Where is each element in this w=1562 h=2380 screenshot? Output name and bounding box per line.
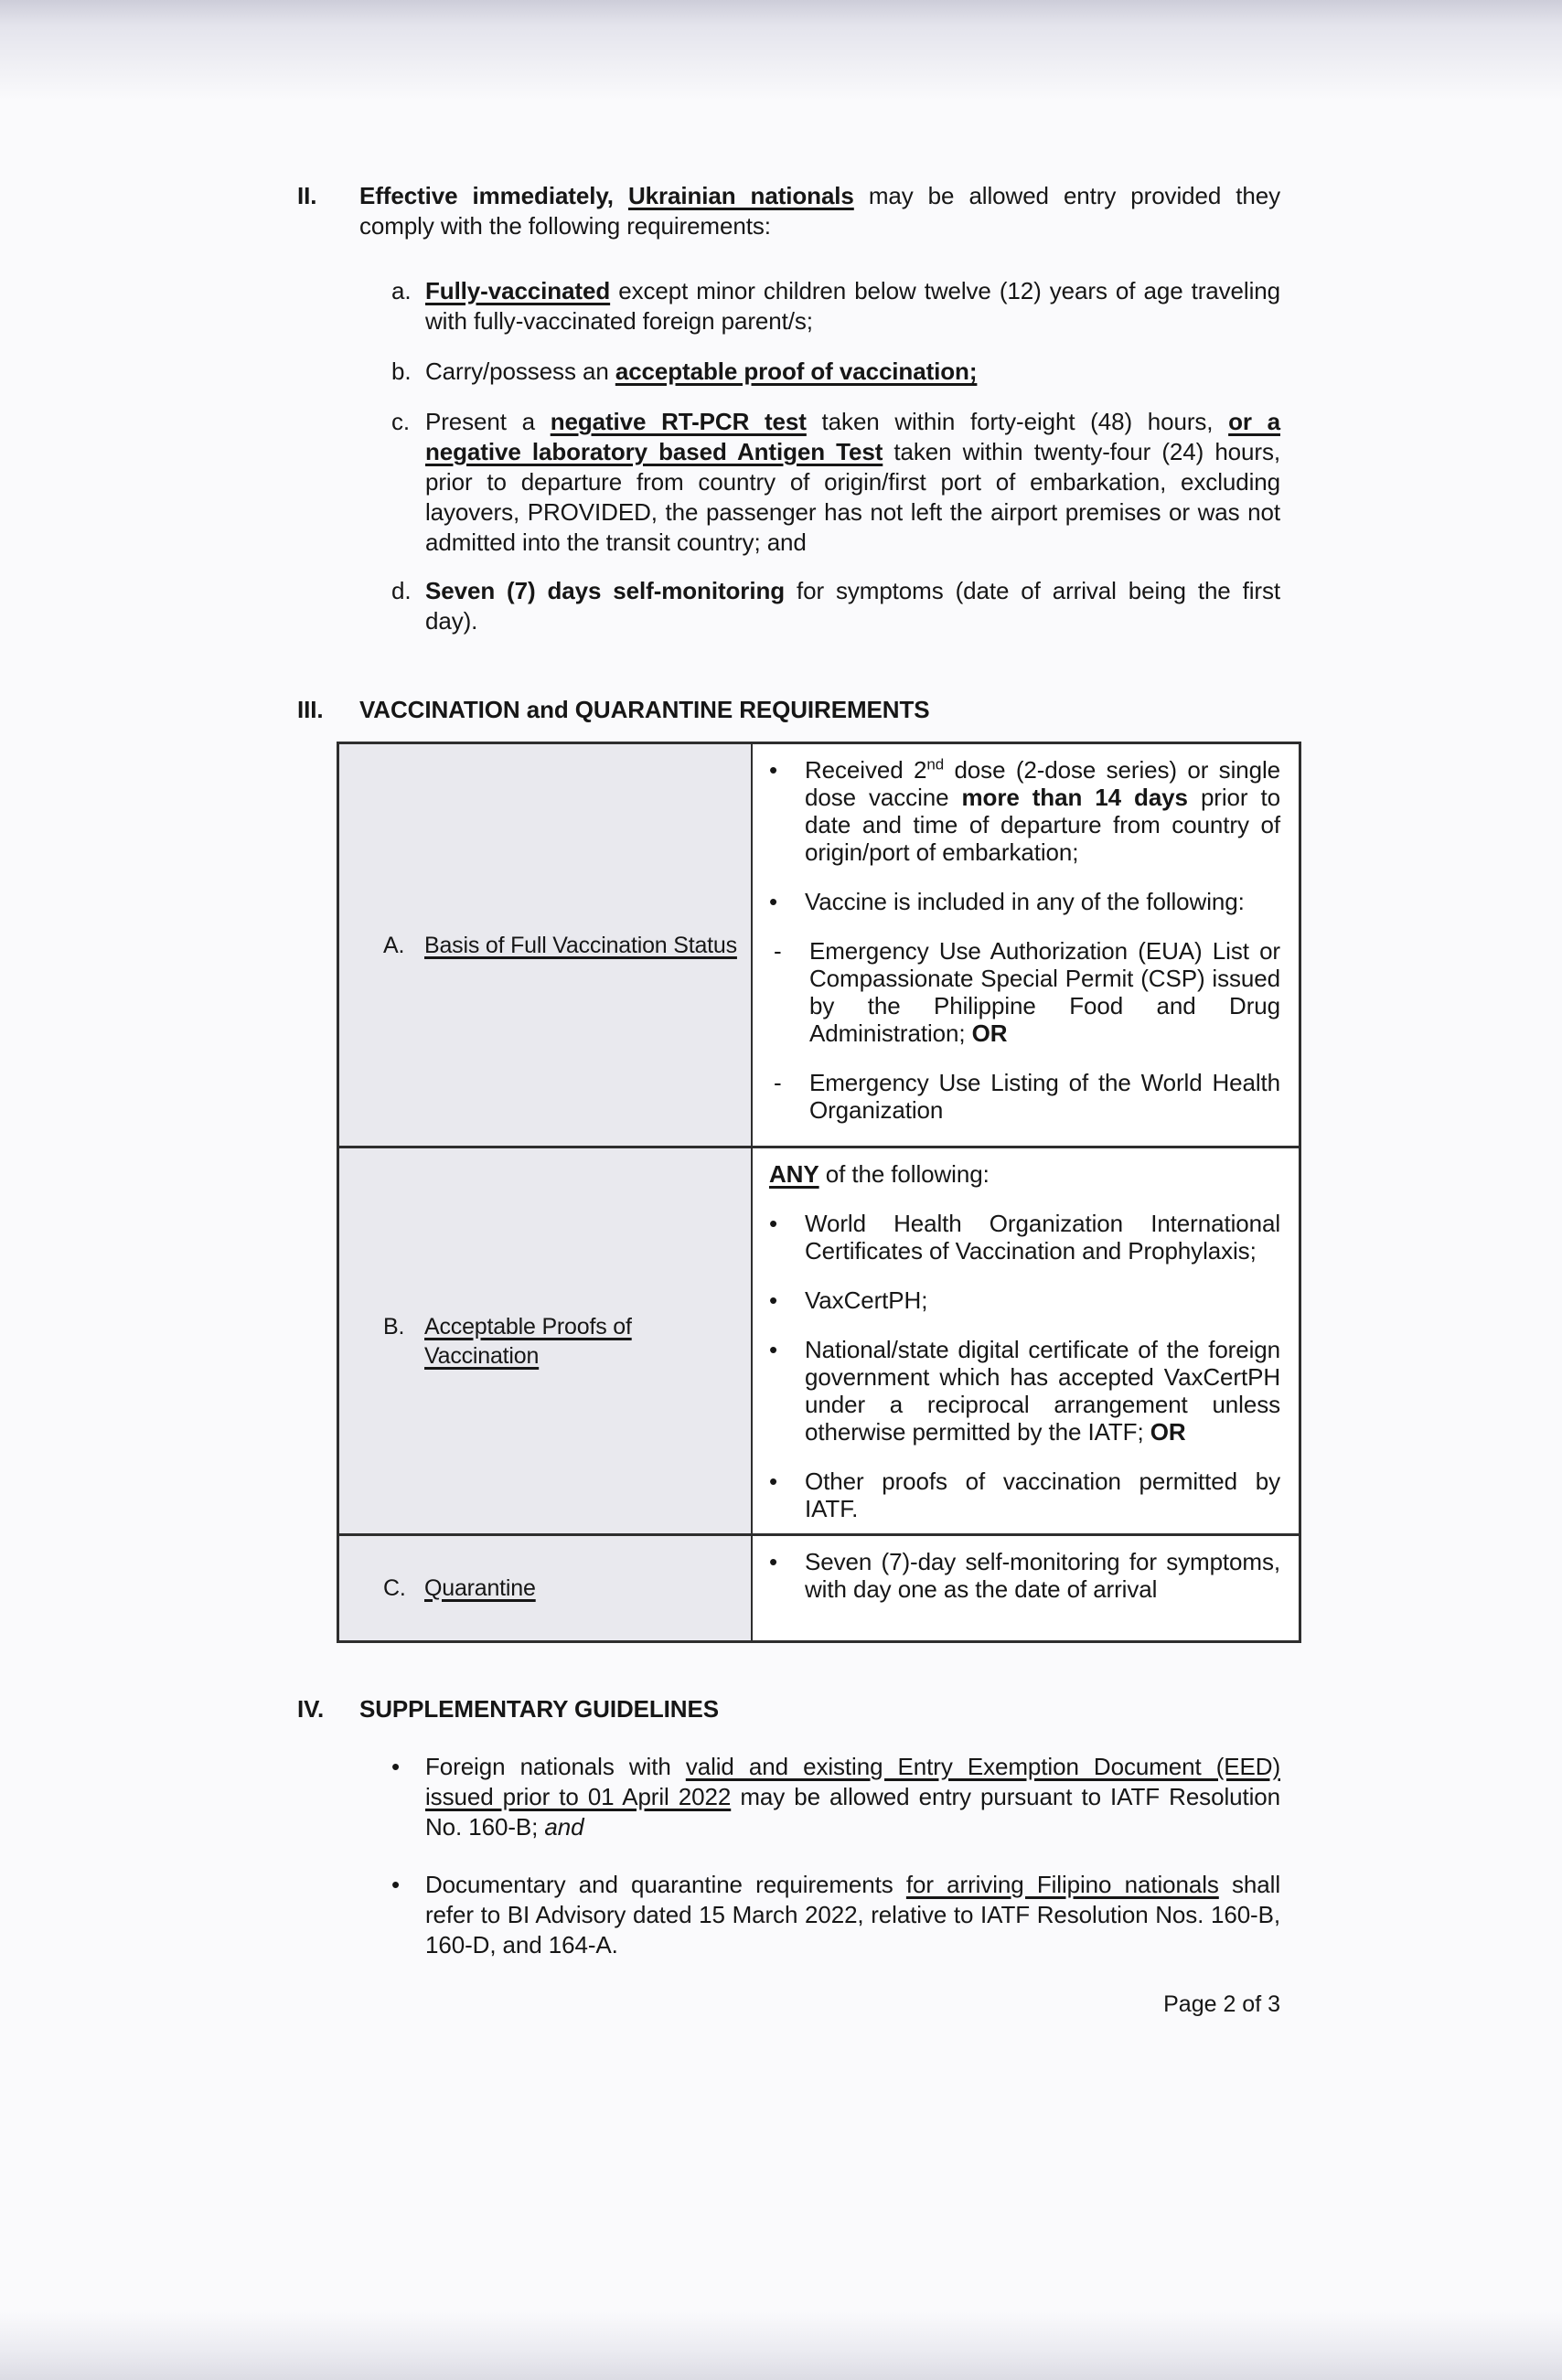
section-iii-heading — [297, 695, 1280, 725]
text-segment: may be allowed entry pursuant to IATF Resolution No. 160-B; — [425, 1783, 1280, 1841]
row-c-label — [383, 1574, 751, 1603]
text-segment-bold-underlined: ANY — [769, 1160, 819, 1188]
dash-item-text — [809, 937, 1280, 1047]
text-segment-bold-underlined: or a negative laboratory based Antigen Test — [425, 408, 1280, 465]
supplementary-bullet-1-text — [425, 1752, 1280, 1842]
row-c-label-cell — [339, 1536, 753, 1640]
bullet-item — [769, 1548, 1280, 1603]
text-segment: except minor children below twelve (12) years of age traveling with fully-vaccinated foreign parent/s; — [425, 277, 1280, 335]
text-segment: Carry/possess an — [425, 358, 615, 385]
list-item-b-text — [425, 357, 1280, 387]
bullet-marker: • — [769, 1467, 778, 1495]
text-segment: Present a — [425, 408, 551, 435]
bullet-marker: • — [391, 1871, 401, 1898]
bullet-text: VaxCertPH; — [805, 1286, 928, 1314]
bullet-marker: • — [769, 1210, 778, 1237]
page-number: Page 2 of 3 — [1163, 1991, 1280, 2017]
row-b-label-cell — [339, 1148, 753, 1533]
any-of-the-following-line — [769, 1160, 1280, 1188]
bullet-text: Seven (7)-day self-monitoring for symptoms, with day one as the date of arrival — [805, 1548, 1280, 1603]
bullet-item — [769, 1210, 1280, 1265]
ordinal-superscript: nd — [926, 755, 945, 774]
heading-segment-underlined: Ukrainian nationals — [627, 182, 854, 209]
dash-marker: - — [774, 1069, 782, 1096]
text-segment: prior to date and time of departure from country of origin/port of embarkation; — [805, 784, 1280, 866]
text-segment: Documentary and quarantine requirements — [425, 1871, 906, 1898]
dash-sub-item — [774, 1069, 1280, 1124]
heading-segment: Effective immediately, — [359, 182, 628, 209]
heading-segment: may be allowed entry provided they comply with the following requirements: — [359, 182, 1280, 240]
table-row-acceptable-proofs — [339, 1146, 1299, 1533]
text-segment: of the following: — [818, 1160, 990, 1188]
row-c-letter: C. — [383, 1575, 406, 1601]
list-letter-a: a. — [391, 277, 412, 304]
list-item-a-text — [425, 276, 1280, 336]
row-a-letter: A. — [383, 932, 405, 958]
text-segment: taken within twenty-four (24) hours, prior to departure from country of origin/first port of embarkation, excluding layovers, PROVIDED, the passenger has not left the airport premises or was not admitted into the transit country; and — [425, 438, 1280, 556]
list-item-b — [391, 357, 1280, 387]
section-ii-heading-text — [359, 181, 1280, 241]
document-content — [297, 181, 1280, 1960]
text-segment: taken within forty-eight (48) hours, — [806, 408, 1229, 435]
text-segment-bold: OR — [971, 1019, 1008, 1047]
list-item-c-text — [425, 407, 1280, 558]
row-a-label-text: Basis of Full Vaccination Status — [424, 932, 737, 958]
section-iv-number: IV. — [297, 1695, 325, 1723]
supplementary-bullet-1 — [391, 1752, 1280, 1842]
text-segment: for symptoms (date of arrival being the first day). — [425, 577, 1280, 635]
text-segment-bold: Seven (7) days self-monitoring — [425, 577, 786, 604]
bullet-marker: • — [391, 1753, 401, 1780]
row-b-letter: B. — [383, 1313, 405, 1339]
bullet-text: Other proofs of vaccination permitted by IATF. — [805, 1467, 1280, 1522]
section-iv-title: SUPPLEMENTARY GUIDELINES — [359, 1695, 719, 1723]
row-a-label — [383, 931, 751, 960]
bullet-text — [805, 1336, 1280, 1446]
list-item-d-text — [425, 576, 1280, 636]
dash-marker: - — [774, 937, 782, 965]
text-segment-bold-underlined: acceptable proof of vaccination; — [615, 358, 978, 385]
row-a-label-cell — [339, 744, 753, 1146]
bullet-marker: • — [769, 1336, 778, 1363]
bullet-item — [769, 756, 1280, 866]
text-segment: Emergency Use Authorization (EUA) List or Compassionate Special Permit (CSP) issued by the Philippine Food and Drug Administration; — [809, 937, 1280, 1047]
list-letter-c: c. — [391, 408, 411, 435]
row-b-content-cell — [753, 1148, 1299, 1533]
list-letter-d: d. — [391, 577, 412, 604]
bullet-text: Vaccine is included in any of the following: — [805, 888, 1245, 915]
row-b-label-text: Acceptable Proofs of Vaccination — [424, 1313, 632, 1369]
bullet-marker: • — [769, 1548, 778, 1575]
list-item-a — [391, 276, 1280, 336]
text-segment-italic: and — [544, 1813, 584, 1841]
bullet-text — [805, 756, 1280, 866]
text-segment: shall refer to BI Advisory dated 15 March 2022, relative to IATF Resolution Nos. 160-B, 160-D, and 164-A. — [425, 1871, 1280, 1958]
bullet-item — [769, 888, 1280, 915]
list-item-d — [391, 576, 1280, 636]
text-segment-bold-underlined: negative RT-PCR test — [550, 408, 807, 435]
bullet-marker: • — [769, 1286, 778, 1314]
row-c-label-text: Quarantine — [424, 1575, 536, 1601]
bullet-marker: • — [769, 888, 778, 915]
section-iii-title: VACCINATION and QUARANTINE REQUIREMENTS — [359, 696, 930, 723]
list-item-c — [391, 407, 1280, 558]
bullet-item — [769, 1336, 1280, 1446]
list-letter-b: b. — [391, 358, 412, 385]
text-segment: Received 2 — [805, 756, 927, 784]
text-segment-underlined: valid and existing Entry Exemption Document (EED) issued prior to 01 April 2022 — [425, 1753, 1280, 1810]
bullet-item — [769, 1467, 1280, 1522]
bullet-item — [769, 1286, 1280, 1314]
text-segment: Foreign nationals with — [425, 1753, 686, 1780]
text-segment: dose (2-dose series) or single dose vaccine — [805, 756, 1280, 811]
row-b-label — [383, 1312, 751, 1371]
requirements-table — [337, 742, 1301, 1643]
section-iv-heading — [297, 1694, 1280, 1724]
supplementary-bullet-2 — [391, 1870, 1280, 1960]
section-ii-heading — [297, 181, 1280, 241]
dash-sub-item — [774, 937, 1280, 1047]
section-ii-number: II. — [297, 182, 317, 209]
text-segment: National/state digital certificate of the foreign government which has accepted VaxCertPH under a reciprocal arrangement unless otherwise permitted by the IATF; — [805, 1336, 1280, 1446]
row-c-content-cell — [753, 1536, 1299, 1640]
bullet-text: World Health Organization International Certificates of Vaccination and Prophylaxis; — [805, 1210, 1280, 1265]
text-segment-bold: OR — [1150, 1418, 1186, 1446]
supplementary-bullet-2-text — [425, 1870, 1280, 1960]
dash-item-text: Emergency Use Listing of the World Health Organization — [809, 1069, 1280, 1124]
table-row-quarantine — [339, 1533, 1299, 1640]
text-segment-bold-underlined: Fully-vaccinated — [425, 277, 611, 304]
bullet-marker: • — [769, 756, 778, 784]
section-iii-number: III. — [297, 696, 324, 723]
text-segment-bold: more than 14 days — [961, 784, 1188, 811]
table-row-basis-of-full-vaccination — [339, 744, 1299, 1146]
row-a-content-cell — [753, 744, 1299, 1146]
text-segment-underlined: for arriving Filipino nationals — [905, 1871, 1219, 1898]
